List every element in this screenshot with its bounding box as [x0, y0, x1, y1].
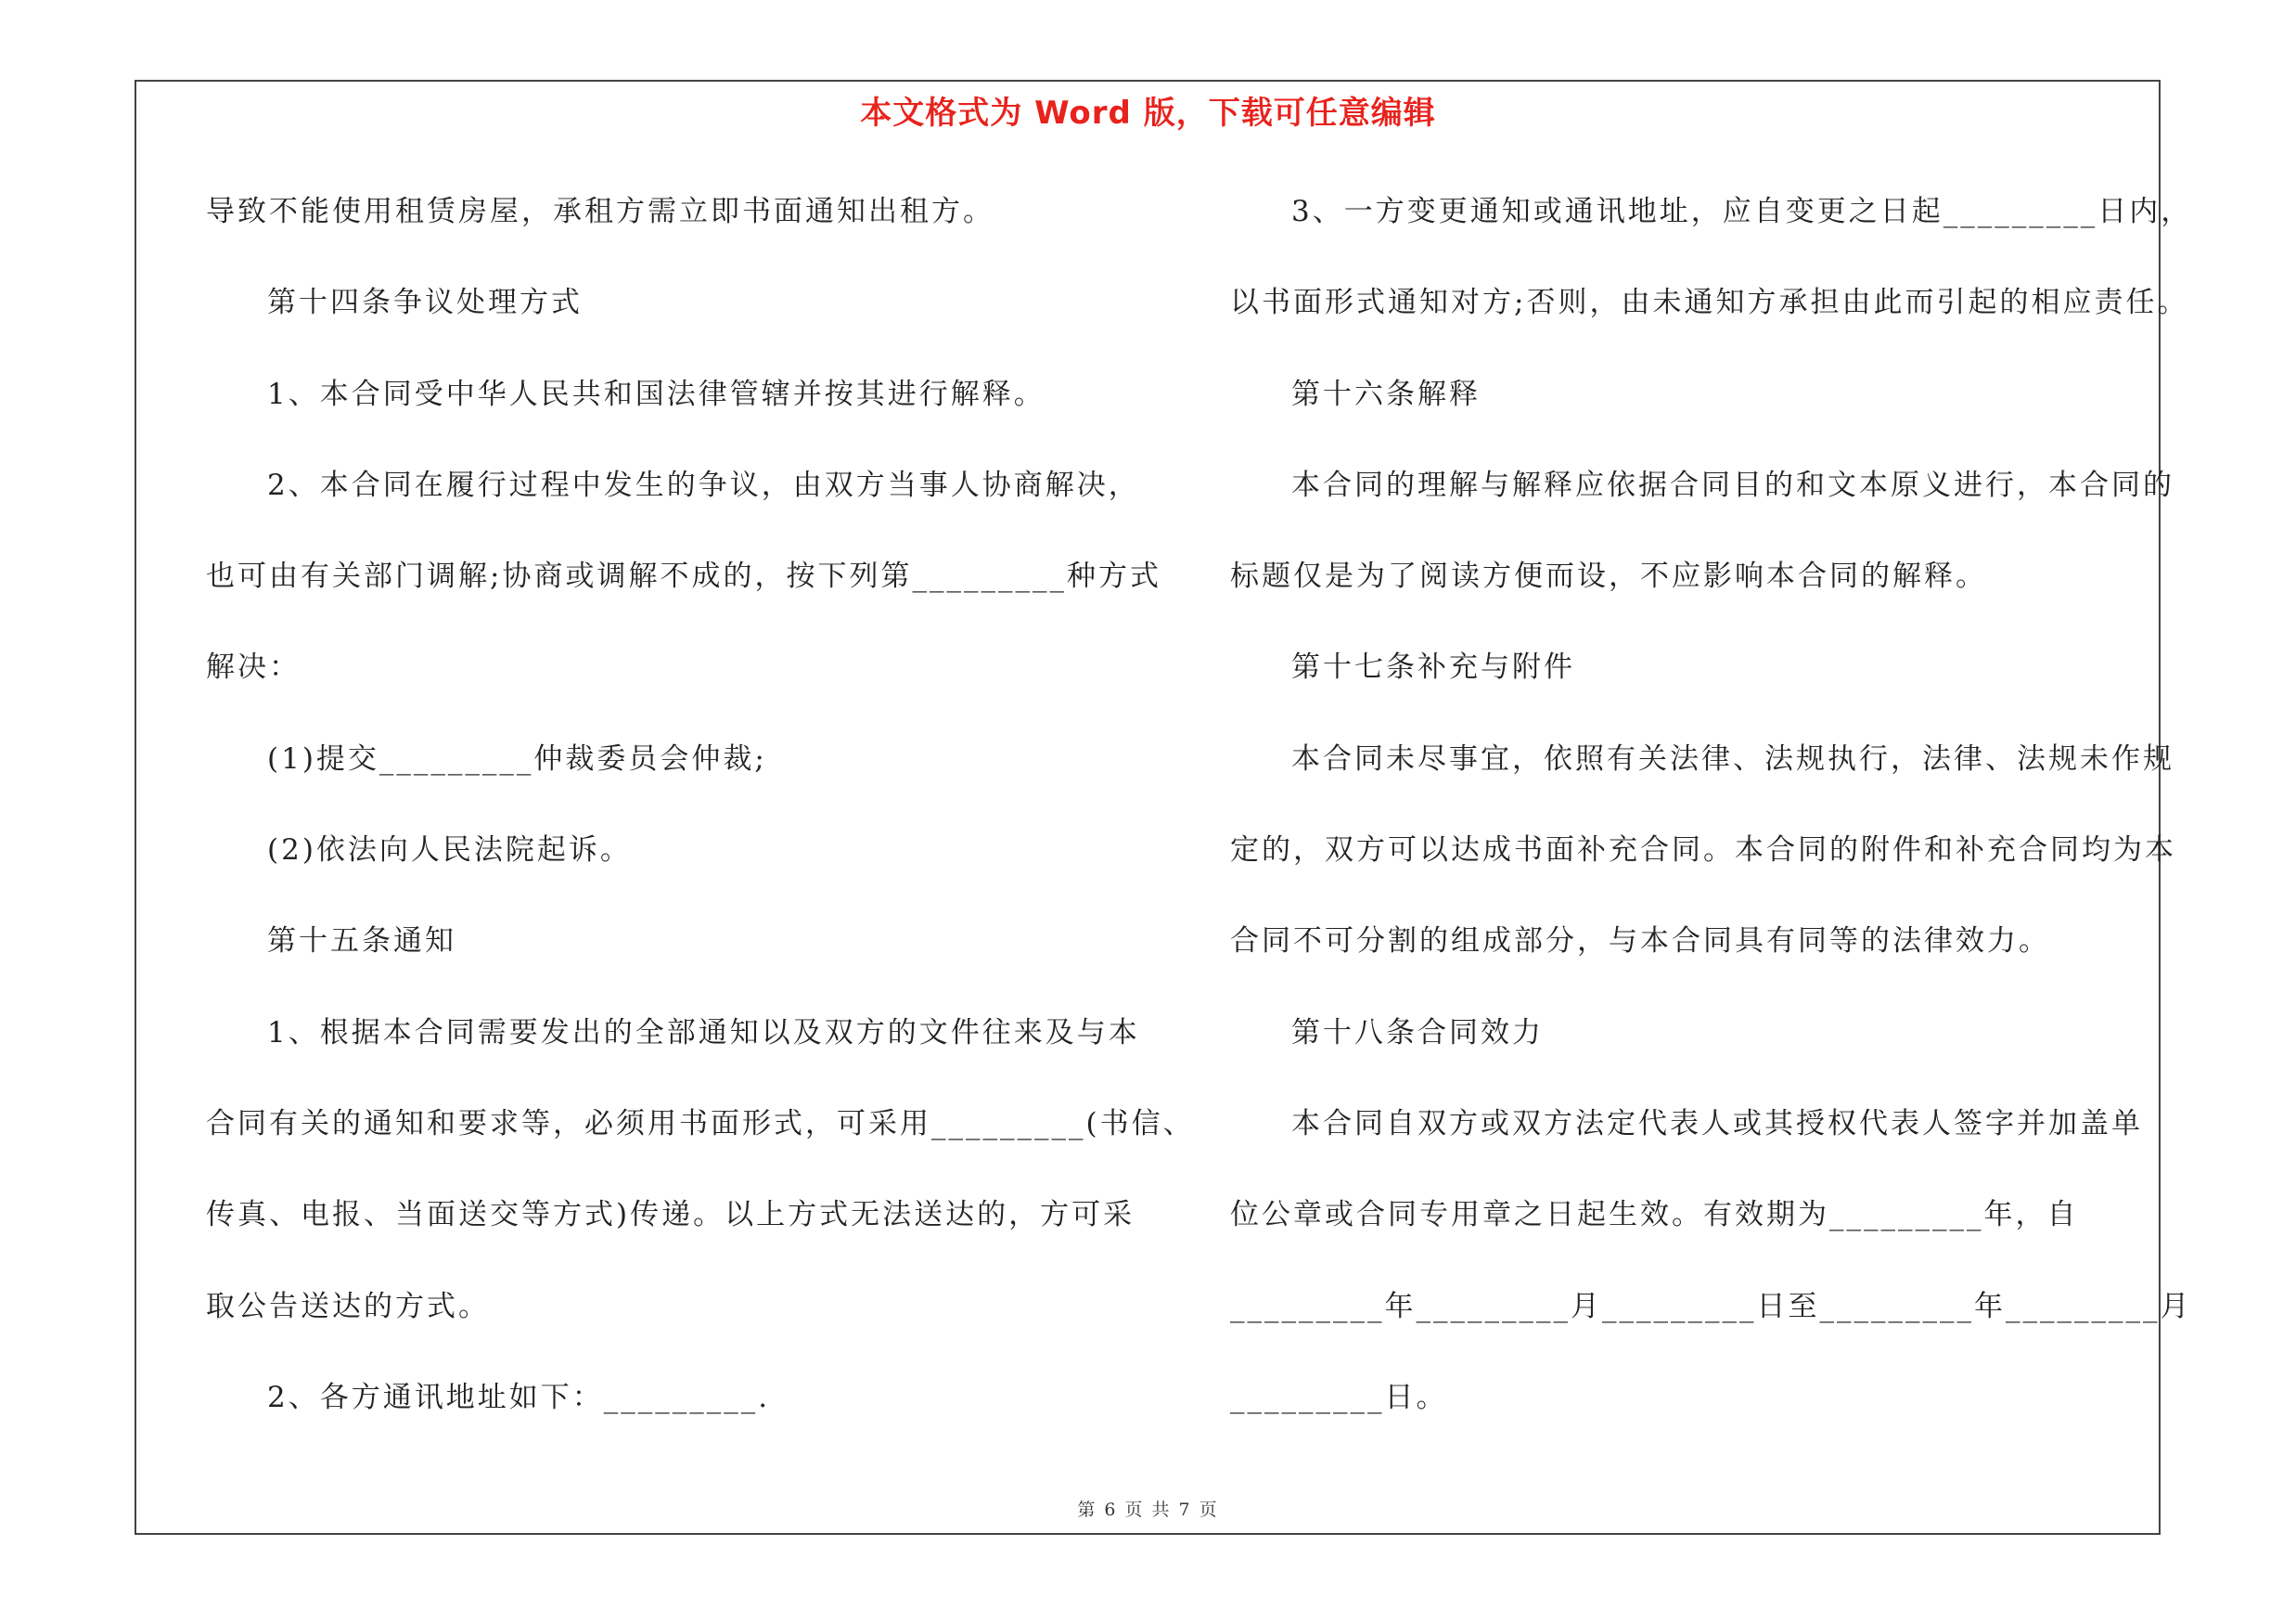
text-line: 第十四条争议处理方式 [267, 286, 583, 320]
left-text-column [206, 184, 1195, 1461]
text-line: 以书面形式通知对方;否则，由未通知方承担由此而引起的相应责任。 [1230, 286, 2189, 320]
text-line: 位公章或合同专用章之日起生效。有效期为_________年，自 [1230, 1198, 2079, 1232]
text-line: 传真、电报、当面送交等方式)传递。以上方式无法送达的，方可采 [206, 1198, 1135, 1232]
text-line: 导致不能使用租赁房屋，承租方需立即书面通知出租方。 [206, 195, 994, 228]
text-line: 第十五条通知 [267, 924, 456, 959]
text-line: 定的，双方可以达成书面补充合同。本合同的附件和补充合同均为本 [1230, 833, 2176, 868]
text-line: 3、一方变更通知或通讯地址，应自变更之日起_________日内， [1291, 195, 2193, 228]
text-line: 1、根据本合同需要发出的全部通知以及双方的文件往来及与本 [267, 1015, 1140, 1050]
text-line: 合同不可分割的组成部分，与本合同具有同等的法律效力。 [1230, 924, 2050, 959]
text-line: 第十八条合同效力 [1291, 1015, 1544, 1050]
right-text-column [1230, 184, 2193, 1461]
text-line: (1)提交_________仲裁委员会仲裁; [267, 741, 767, 776]
text-line: 也可由有关部门调解;协商或调解不成的，按下列第_________种方式 [206, 560, 1161, 594]
text-line: 本合同未尽事宜，依照有关法律、法规执行，法律、法规未作规 [1291, 741, 2174, 776]
text-line: 标题仅是为了阅读方便而设，不应影响本合同的解释。 [1230, 560, 1987, 594]
text-line: _________年_________月_________日至_________年_________月 [1230, 1289, 2192, 1323]
text-line: 解决： [206, 650, 301, 685]
text-line: 第十七条补充与附件 [1291, 650, 1575, 685]
text-line: 1、本合同受中华人民共和国法律管辖并按其进行解释。 [267, 377, 1045, 411]
text-line: 本合同的理解与解释应依据合同目的和文本原义进行，本合同的 [1291, 468, 2174, 502]
format-notice-header: 本文格式为 Word 版，下载可任意编辑 [860, 95, 1436, 132]
text-line: 2、本合同在履行过程中发生的争议，由双方当事人协商解决， [267, 468, 1140, 502]
page-number-footer: 第 6 页 共 7 页 [1077, 1500, 1219, 1520]
text-line: (2)依法向人民法院起诉。 [267, 833, 632, 868]
text-line: 2、各方通讯地址如下：_________. [267, 1380, 771, 1414]
text-line: 取公告送达的方式。 [206, 1289, 490, 1323]
text-line: 本合同自双方或双方法定代表人或其授权代表人签字并加盖单 [1291, 1106, 2143, 1140]
text-line: 合同有关的通知和要求等，必须用书面形式，可采用_________(书信、 [206, 1106, 1195, 1140]
text-line: 第十六条解释 [1291, 377, 1481, 411]
text-line: _________日。 [1230, 1380, 1448, 1414]
